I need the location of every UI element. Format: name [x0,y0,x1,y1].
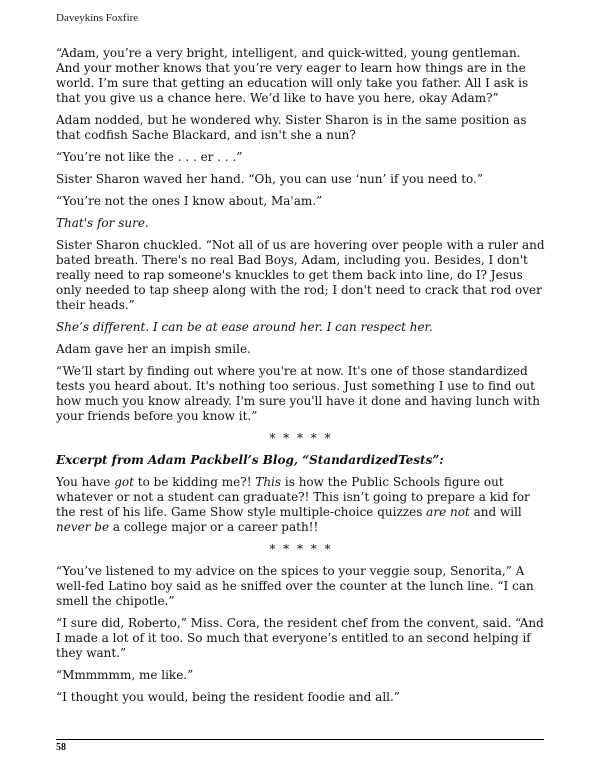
blog-emphasis: This [255,475,282,489]
paragraph: “You’ve listened to my advice on the spices to your veggie soup, Senorita,” A well-fed Latino boy said as he sniffed over the counter at the lunch line. “I can smell the chipotle.” [56,564,534,608]
footer-rule [56,739,544,740]
paragraph: Sister Sharon waved her hand. “Oh, you can use ‘nun’ if you need to.” [56,172,483,186]
paragraph: “You’re not like the . . . er . . .” [56,150,243,164]
paragraph: “I thought you would, being the resident foodie and all.” [56,690,400,704]
blog-text: and will [469,505,522,519]
body-text [56,46,546,712]
running-header: Daveykins Foxfire [56,12,139,24]
paragraph: “We’ll start by finding out where you're at now. It's one of those standardized tests you heard about. It's nothing too serious. Just something I use to find out how much you know already. I'm sure you'll have it done and having lunch with your friends before you know it.” [56,364,540,423]
section-separator: * * * * * [269,542,333,556]
paragraph: “You’re not the ones I know about, Ma'am.” [56,194,323,208]
section-separator: * * * * * [269,431,333,445]
thought-paragraph: She’s different. I can be at ease around her. I can respect her. [56,320,433,334]
blog-text: is how the Public Schools figure out whatever or not a student can graduate?! This isn’t going to prepare a kid for the rest of his life. Game Show style multiple-choice quizzes [56,475,530,519]
blog-text: You have [56,475,115,489]
blog-text: a college major or a career path!! [109,520,319,534]
paragraph: “I sure did, Roberto,” Miss. Cora, the resident chef from the convent, said. “And I made a lot of it too. So much that everyone’s entitled to an second helping if they want.” [56,616,544,660]
paragraph: “Adam, you’re a very bright, intelligent, and quick-witted, young gentleman. And your mother knows that you’re very eager to learn how things are in the world. I’m sure that getting an education will only take you father. All I ask is that you give us a chance here. We’d like to have you here, okay Adam?” [56,46,529,105]
blog-heading: Excerpt from Adam Packbell’s Blog, “StandardizedTests”: [56,453,444,467]
blog-emphasis: never be [56,520,110,534]
blog-emphasis: got [114,475,134,489]
blog-text: to be kidding me?! [133,475,256,489]
blog-emphasis: are not [426,505,470,519]
paragraph: “Mmmmmm, me like.” [56,668,194,682]
paragraph: Sister Sharon chuckled. “Not all of us are hovering over people with a ruler and bated breath. There's no real Bad Boys, Adam, including you. Besides, I don't really need to rap someone's knuckles to get them back into line, do I? Jesus only needed to tap sheep along with the rod; I don't need to crack that rod over their heads.” [56,238,545,312]
thought-paragraph: That's for sure. [56,216,149,230]
paragraph: Adam nodded, but he wondered why. Sister Sharon is in the same position as that codfish Sache Blackard, and isn't she a nun? [56,113,527,142]
paragraph: Adam gave her an impish smile. [56,342,251,356]
page-number: 58 [56,742,66,753]
blog-paragraph [56,475,546,535]
